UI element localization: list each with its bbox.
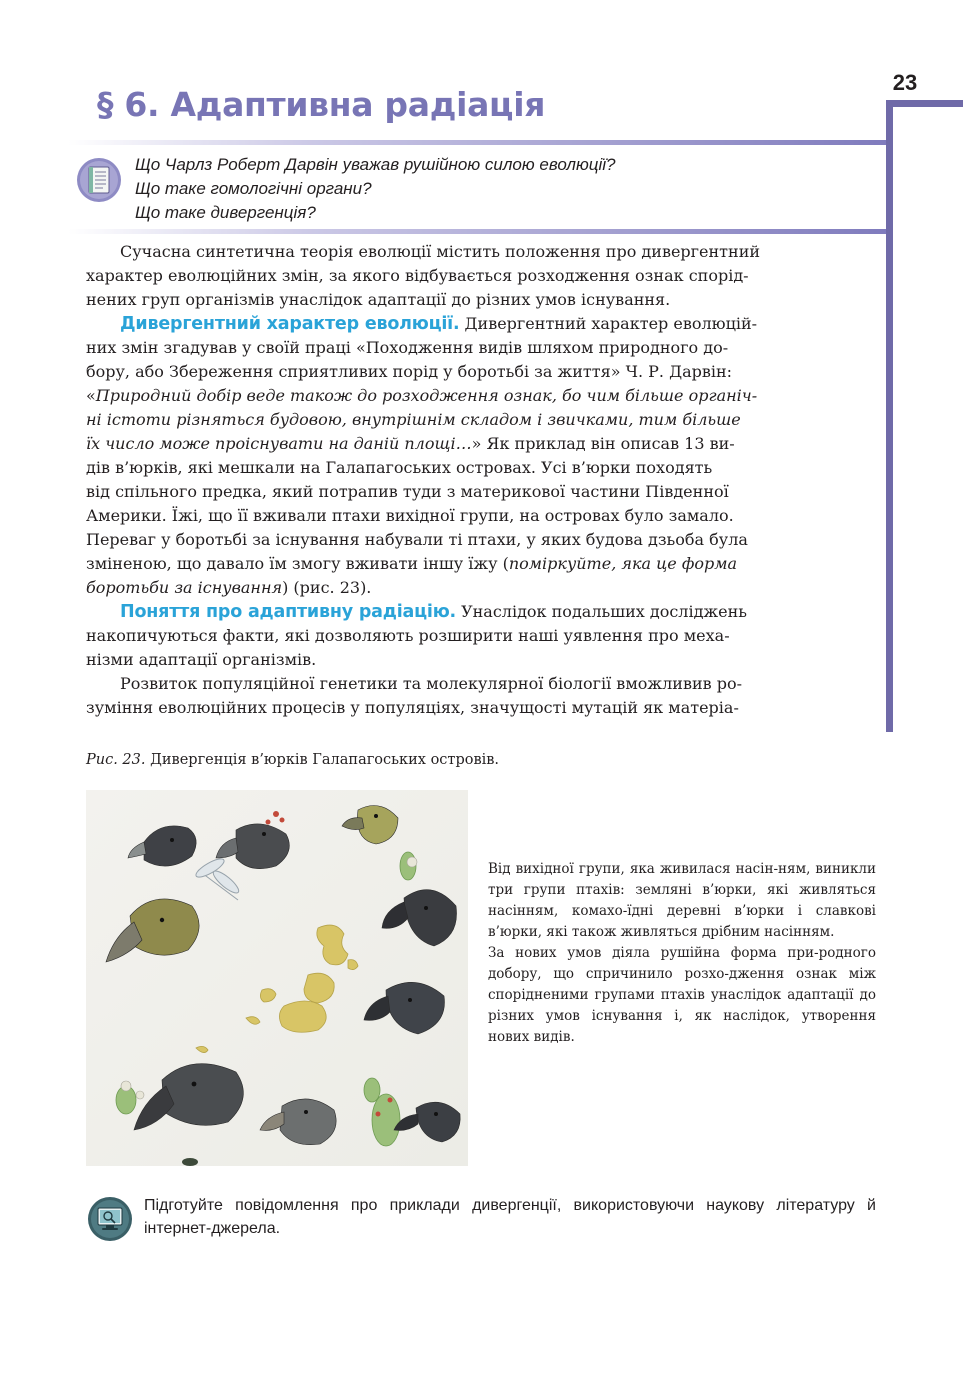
text-line: їх число може проіснувати на даній площі…» Як приклад він описав 13 ви- bbox=[86, 434, 735, 453]
text-line: Сучасна синтетична теорія еволюції містить положення про дивергентний bbox=[120, 242, 761, 261]
computer-research-icon bbox=[87, 1196, 133, 1242]
text-line: бору, або Збереження сприятливих порід у боротьбі за життя» Ч. Р. Дарвін: bbox=[86, 362, 733, 381]
subsection-heading-divergence: Дивергентний характер еволюції. bbox=[120, 314, 460, 334]
questions-top-divider bbox=[68, 140, 886, 145]
text-line: дів в’юрків, які мешкали на Галапагоських островах. Усі в’юрки походять bbox=[86, 458, 713, 477]
text-line: накопичуються факти, які дозволяють розширити наші уявлення про меха- bbox=[86, 626, 730, 645]
text-line: нізми адаптації організмів. bbox=[86, 650, 317, 669]
text-line: характер еволюційних змін, за якого відбувається розходження ознак спорід- bbox=[86, 266, 749, 285]
figure-description-paragraph: Від вихідної групи, яка живилася насін-ням, виникли три групи птахів: земляні в’юрки, які живляться насінням, комахо-їдні деревні в’юрки і славкові в’юрки, які також живляться дрібним насінням. bbox=[488, 861, 876, 940]
figure-description-paragraph: За нових умов діяла рушійна форма при-родного добору, що спричинило розхо-дження ознак між спорідненими групами птахів унаслідок адаптації до різних умов існування і, як наслідок, утворення нових видів. bbox=[488, 945, 876, 1045]
figure-label: Рис. 23. bbox=[86, 752, 146, 768]
text-line bbox=[86, 408, 875, 432]
subsection-heading-adaptive-radiation: Поняття про адаптивну радіацію. bbox=[120, 602, 456, 622]
page-corner-rule-vertical bbox=[886, 100, 893, 732]
questions-bottom-divider bbox=[68, 229, 886, 234]
text-line: боротьби за існування) (рис. 23). bbox=[86, 578, 372, 597]
text-line: Розвиток популяційної генетики та молекулярної біології вможливив ро- bbox=[120, 674, 742, 693]
darwin-quote: ні істоти різняться будовою, внутрішнім складом і звичками, тим більше bbox=[86, 410, 741, 429]
text-line: Америки. Їжі, що її вживали птахи вихідної групи, на островах було замало. bbox=[86, 506, 734, 525]
finch-divergence-illustration bbox=[86, 790, 468, 1166]
darwin-quote: Природний добір веде також до розходження ознак, бо чим більше органіч- bbox=[95, 386, 758, 405]
page-number: 23 bbox=[892, 70, 918, 95]
question-item: Що таке гомологічні органи? bbox=[135, 179, 372, 198]
main-text bbox=[86, 240, 875, 720]
assignment-text: Підготуйте повідомлення про приклади дивергенції, використовуючи наукову літературу й інтернет-джерела. bbox=[144, 1197, 876, 1237]
text-line: Поняття про адаптивну радіацію. Унаслідок подальших досліджень bbox=[120, 602, 747, 622]
think-prompt: поміркуйте, яка це форма bbox=[508, 554, 738, 573]
notebook-icon bbox=[76, 157, 122, 203]
text-line: від спільного предка, який потрапив туди з материкової частини Південної bbox=[86, 482, 729, 501]
text-line: Дивергентний характер еволюції. Дивергентний характер еволюцій- bbox=[120, 314, 758, 334]
page-corner-rule-horizontal bbox=[886, 100, 963, 107]
text-line: зуміння еволюційних процесів у популяціях, значущості мутацій як матеріа- bbox=[86, 698, 739, 717]
text-line: нених груп організмів унаслідок адаптації до різних умов існування. bbox=[86, 290, 671, 309]
text-line: Переваг у боротьбі за існування набували ті птахи, у яких будова дзьоба була bbox=[86, 530, 748, 549]
question-item: Що Чарлз Роберт Дарвін уважав рушійною силою еволюції? bbox=[135, 155, 616, 174]
text-line: них змін згадував у своїй праці «Походження видів шляхом природного до- bbox=[86, 338, 729, 357]
figure-caption: Рис. 23. Дивергенція в’юрків Галапагоських островів. bbox=[86, 752, 500, 768]
think-prompt: боротьби за існування bbox=[86, 578, 283, 597]
review-questions bbox=[135, 153, 875, 225]
text-line: зміненою, що давало їм змогу вживати іншу їжу (поміркуйте, яка це форма bbox=[86, 554, 738, 573]
darwin-quote: їх число може проіснувати на даній площі… bbox=[86, 434, 472, 453]
question-item: Що таке дивергенція? bbox=[135, 203, 316, 222]
section-title: § 6. Адаптивна радіація bbox=[97, 85, 546, 124]
figure-description bbox=[488, 859, 876, 1048]
text-line: «Природний добір веде також до розходження ознак, бо чим більше органіч- bbox=[86, 386, 758, 405]
